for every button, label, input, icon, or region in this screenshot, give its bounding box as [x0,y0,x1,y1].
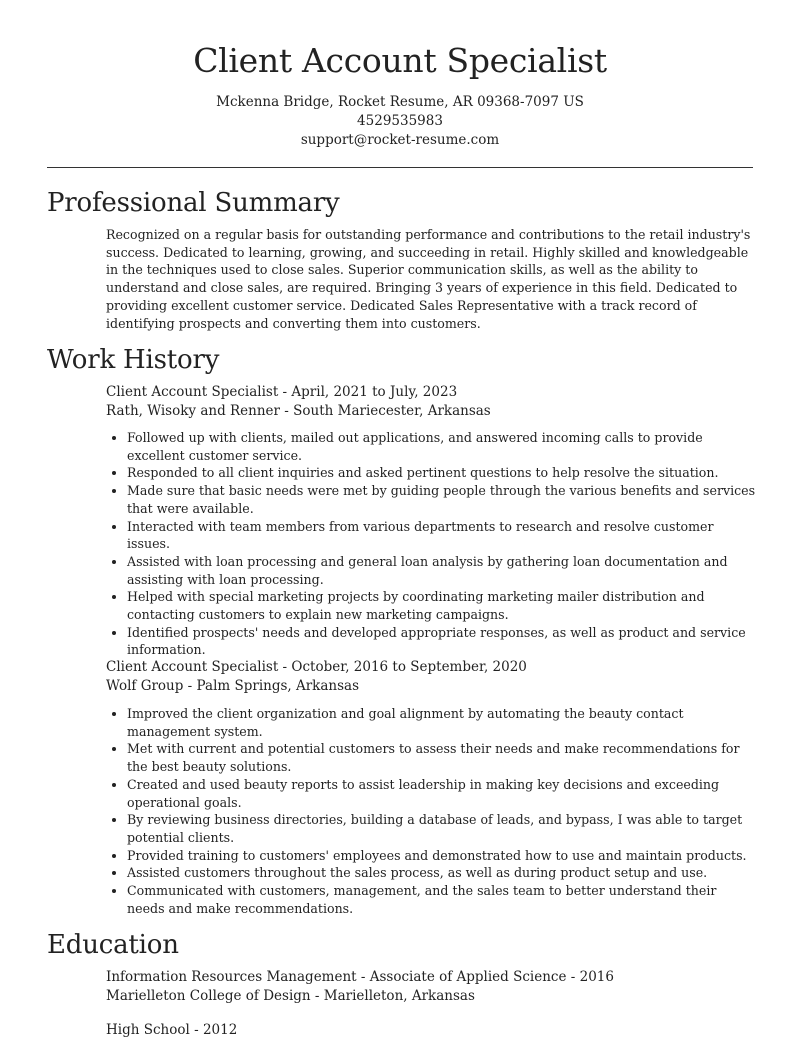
job-title-line: Client Account Specialist - April, 2021 to July, 2023 [106,384,458,400]
job-bullet-list [106,429,756,659]
job-bullet: • Identified prospects' needs and developed appropriate responses, as well as product and service information. [127,624,756,659]
job-bullet: • Helped with special marketing projects by coordinating marketing mailer distribution and contacting customers to explain new marketing campaigns. [127,588,756,623]
contact-phone: 4529535983 [357,113,443,129]
education-school-line: Marielleton College of Design - Marielleton, Arkansas [106,988,475,1004]
job-bullet: • Followed up with clients, mailed out applications, and answered incoming calls to provide excellent customer service. [127,429,756,464]
education-degree-line: High School - 2012 [106,1022,238,1038]
job-bullet-list [106,705,756,917]
contact-address: Mckenna Bridge, Rocket Resume, AR 09368-7097 US [216,94,584,110]
resume-name: Client Account Specialist [193,41,607,80]
job-bullet: • Communicated with customers, management, and the sales team to better understand their needs and make recommendations. [127,882,756,917]
section-title-education: Education [47,930,179,960]
job-bullet: • Responded to all client inquiries and asked pertinent questions to help resolve the situation. [127,464,756,482]
job-bullet: • Met with current and potential customers to assess their needs and make recommendations for the best beauty solutions. [127,740,756,775]
job-bullet: • Assisted customers throughout the sales process, as well as during product setup and use. [127,864,756,882]
job-bullet: • Interacted with team members from various departments to research and resolve customer issues. [127,518,756,553]
section-title-summary: Professional Summary [47,188,340,218]
job-bullet: • Created and used beauty reports to assist leadership in making key decisions and exceeding operational goals. [127,776,756,811]
job-bullet: • Made sure that basic needs were met by guiding people through the various benefits and services that were available. [127,482,756,517]
job-bullet: • Provided training to customers' employees and demonstrated how to use and maintain products. [127,847,756,865]
job-company-line: Rath, Wisoky and Renner - South Mariecester, Arkansas [106,403,491,419]
job-bullet: • By reviewing business directories, building a database of leads, and bypass, I was able to target potential clients. [127,811,756,846]
job-company-line: Wolf Group - Palm Springs, Arkansas [106,678,360,694]
summary-text: Recognized on a regular basis for outstanding performance and contributions to the retail industry's success. Dedicated to learning, growing, and succeeding in retail. Highly skilled and knowledgeable in the techniques used to close sales. Superior communication skills, as well as the ability to understand and close sales, are required. Bringing 3 years of experience in this field. Dedicated to providing excellent customer service. Dedicated Sales Representative with a track record of identifying prospects and converting them into customers. [106,227,751,331]
job-bullet: • Assisted with loan processing and general loan analysis by gathering loan documentation and assisting with loan processing. [127,553,756,588]
header-divider [47,167,753,168]
contact-email: support@rocket-resume.com [300,132,500,148]
section-title-work-history: Work History [47,345,220,375]
education-degree-line: Information Resources Management - Associate of Applied Science - 2016 [106,969,614,985]
job-bullet: • Improved the client organization and goal alignment by automating the beauty contact management system. [127,705,756,740]
job-title-line: Client Account Specialist - October, 2016 to September, 2020 [106,659,527,675]
